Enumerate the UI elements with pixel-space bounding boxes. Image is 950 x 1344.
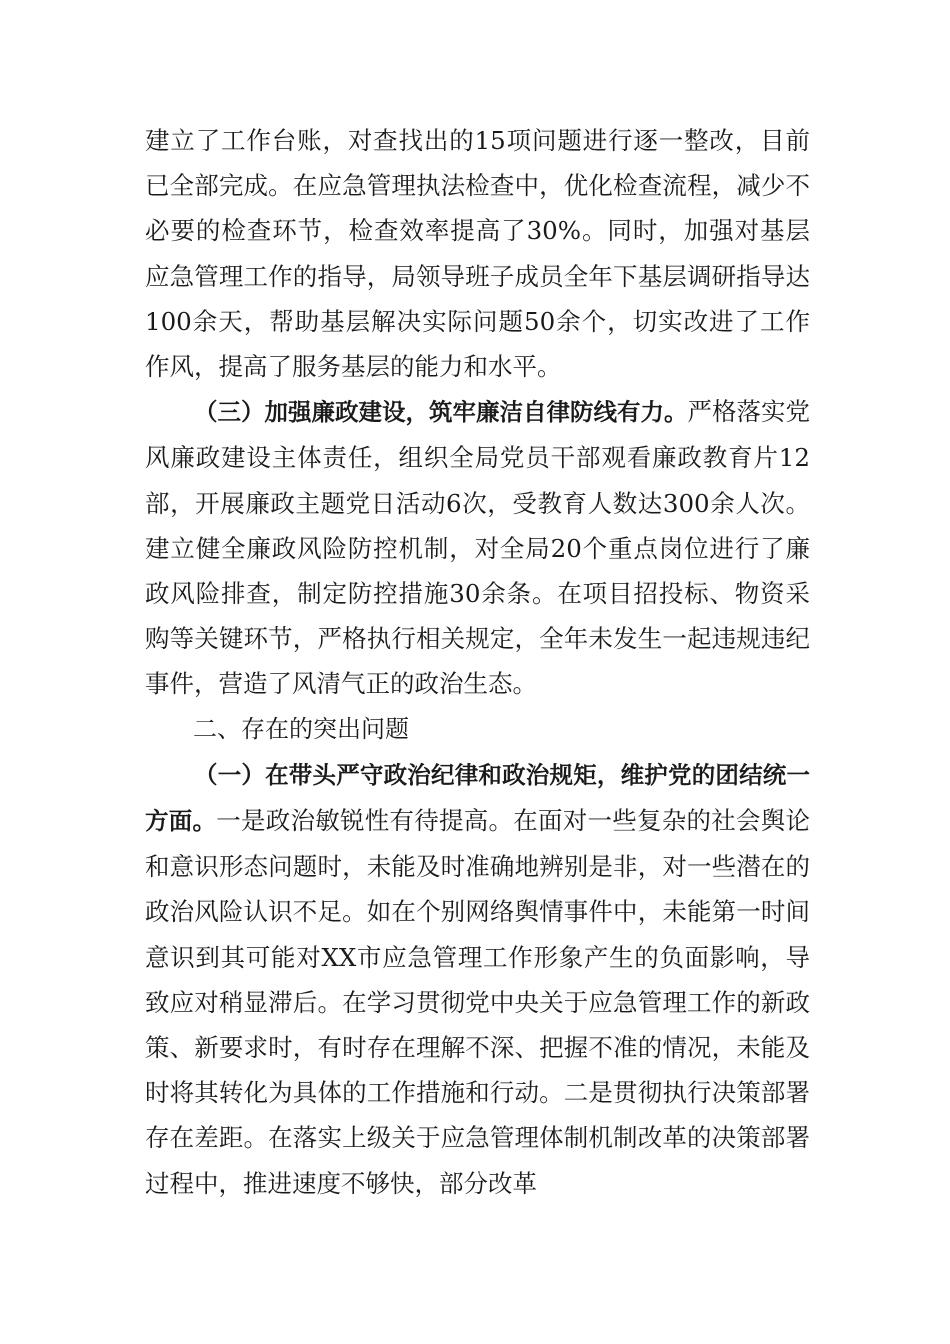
section-heading-problems: 二、存在的突出问题 [193,714,409,743]
paragraph-political-discipline-lead: （一）在带头严守政治纪律和政治规矩，维护党的团结统一方面。 [145,760,810,836]
paragraph-integrity [145,389,810,706]
paragraph-political-discipline-body: 一是政治敏锐性有待提高。在面对一些复杂的社会舆论和意识形态问题时，未能及时准确地辨别是非，对一些潜在的政治风险认识不足。如在个别网络舆情事件中，未能第一时间意识到其可能对XX市应急管理工作形象产生的负面影响，导致应对稍显滞后。在学习贯彻党中央关于应急管理工作的新政策、新要求时，有时存在理解不深、把握不准的情况，未能及时将其转化为具体的工作措施和行动。二是贯彻执行决策部署存在差距。在落实上级关于应急管理体制机制改革的决策部署过程中，推进速度不够快，部分改革 [145,806,810,1198]
paragraph-integrity-body: 严格落实党风廉政建设主体责任，组织全局党员干部观看廉政教育片12部，开展廉政主题党日活动6次，受教育人数达300余人次。建立健全廉政风险防控机制，对全局20个重点岗位进行了廉政风险排查，制定防控措施30余条。在项目招投标、物资采购等关键环节，严格执行相关规定，全年未发生一起违规违纪事件，营造了风清气正的政治生态。 [145,397,810,699]
paragraph-political-discipline [145,752,810,1206]
document-page [145,118,810,1206]
paragraph-work-style: 建立了工作台账，对查找出的15项问题进行逐一整改，目前已全部完成。在应急管理执法检查中，优化检查流程，减少不必要的检查环节，检查效率提高了30%。同时，加强对基层应急管理工作的指导，局领导班子成员全年下基层调研指导达100余天，帮助基层解决实际问题50余个，切实改进了工作作风，提高了服务基层的能力和水平。 [145,126,810,382]
paragraph-integrity-lead: （三）加强廉政建设，筑牢廉洁自律防线有力。 [194,398,688,427]
